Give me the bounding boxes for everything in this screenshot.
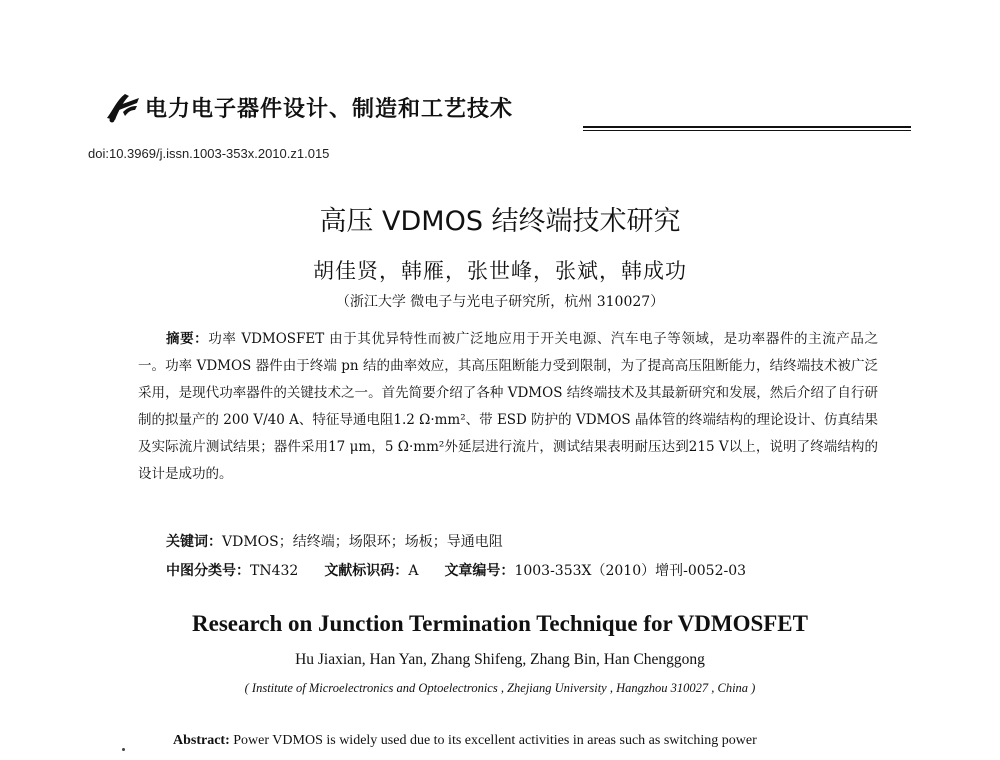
- paper-title-en: Research on Junction Termination Technique for VDMOSFET: [192, 611, 808, 636]
- paper-title-cn: 高压 VDMOS 结终端技术研究: [319, 206, 681, 237]
- journal-logo-icon: [103, 90, 141, 124]
- doc-code-value: A: [408, 563, 419, 579]
- abstract-en-text: Power VDMOS is widely used due to its excellent activities in areas such as switching power: [233, 733, 757, 748]
- affiliation-en: ( Institute of Microelectronics and Optoelectronics , Zhejiang University , Hangzhou 310027 , China ): [244, 681, 756, 695]
- authors-cn: 胡佳贤，韩雁，张世峰，张斌，韩成功: [313, 259, 687, 283]
- keywords-cn-text: VDMOS；结终端；场限环；场板；导通电阻: [222, 534, 503, 550]
- margin-dot: [122, 748, 125, 751]
- abstract-cn: [138, 326, 878, 488]
- clc-label: 中图分类号：: [166, 563, 250, 579]
- abstract-cn-label: 摘要：: [166, 331, 209, 347]
- doc-code-label: 文献标识码：: [324, 563, 409, 579]
- abstract-en: [173, 733, 893, 749]
- abstract-en-label: Abstract:: [173, 733, 230, 748]
- header-rule: [583, 130, 911, 131]
- article-no-value: 1003-353X（2010）增刊-0052-03: [514, 563, 747, 579]
- abstract-cn-text: 功率 VDMOSFET 由于其优异特性而被广泛地应用于开关电源、汽车电子等领域，是功率器件的主流产品之一。功率 VDMOS 器件由于终端 pn 结的曲率效应，其高压阻断能力受到限制，为了提高高压阻断能力，结终端技术被广泛采用，是现代功率器件的关键技术之一。首先简要介绍了各种 VDMOS 结终端技术及其最新研究和发展，然后介绍了自行研制的拟量产的 200 V/40 A、特征导通电阻1.2 Ω·mm²、带 ESD 防护的 VDMOS 晶体管的终端结构的理论设计、仿真结果及实际流片测试结果；器件采用17 μm，5 Ω·mm²外延层进行流片，测试结果表明耐压达到215 V以上，说明了终端结构的设计是成功的。: [138, 331, 878, 482]
- journal-header: [103, 84, 903, 134]
- clc-value: TN432: [250, 563, 299, 579]
- keywords-cn-label: 关键词：: [166, 534, 222, 550]
- header-rule: [583, 126, 911, 128]
- classification-line: [166, 560, 746, 580]
- affiliation-cn: （浙江大学 微电子与光电子研究所，杭州 310027）: [335, 294, 665, 310]
- keywords-cn: [166, 531, 503, 551]
- article-no-label: 文章编号：: [444, 563, 515, 579]
- doi-link[interactable]: doi:10.3969/j.issn.1003-353x.2010.z1.015: [88, 146, 330, 161]
- journal-section-title: 电力电子器件设计、制造和工艺技术: [145, 97, 514, 122]
- authors-en: Hu Jiaxian, Han Yan, Zhang Shifeng, Zhang Bin, Han Chenggong: [295, 651, 705, 668]
